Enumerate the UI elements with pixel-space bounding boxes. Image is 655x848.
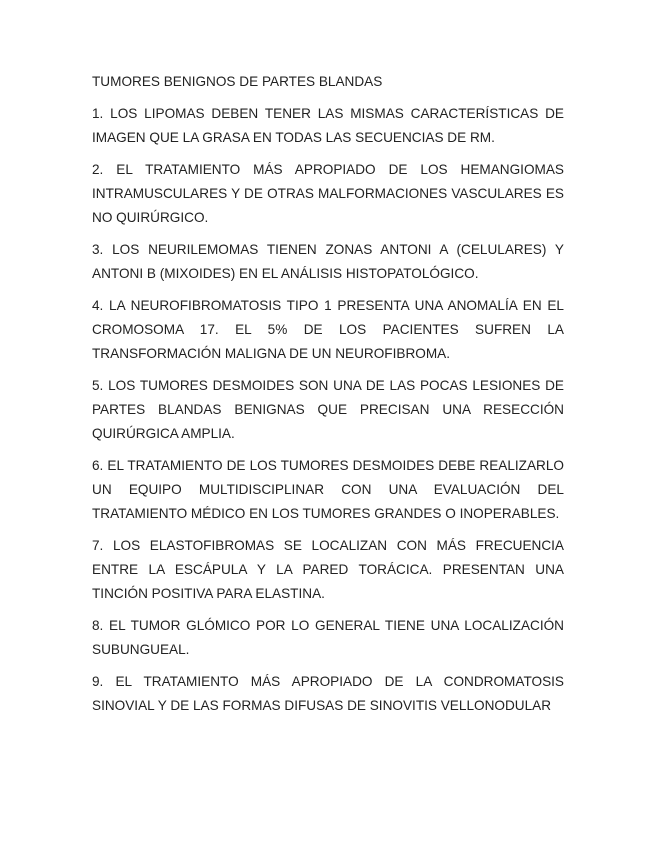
paragraph-6: 6. EL TRATAMIENTO DE LOS TUMORES DESMOIDES DEBE REALIZARLO UN EQUIPO MULTIDISCIPLINAR CON UNA EVALUACIÓN DEL TRATAMIENTO MÉDICO EN LOS TUMORES GRANDES O INOPERABLES.: [92, 458, 564, 521]
paragraph-1: 1. LOS LIPOMAS DEBEN TENER LAS MISMAS CARACTERÍSTICAS DE IMAGEN QUE LA GRASA EN TODAS LAS SECUENCIAS DE RM.: [92, 106, 564, 145]
paragraph-8: 8. EL TUMOR GLÓMICO POR LO GENERAL TIENE UNA LOCALIZACIÓN SUBUNGUEAL.: [92, 618, 564, 657]
paragraph-9: 9. EL TRATAMIENTO MÁS APROPIADO DE LA CONDROMATOSIS SINOVIAL Y DE LAS FORMAS DIFUSAS DE SINOVITIS VELLONODULAR: [92, 674, 564, 713]
paragraph-3: 3. LOS NEURILEMOMAS TIENEN ZONAS ANTONI A (CELULARES) Y ANTONI B (MIXOIDES) EN EL ANÁLISIS HISTOPATOLÓGICO.: [92, 242, 564, 281]
paragraph-5: 5. LOS TUMORES DESMOIDES SON UNA DE LAS POCAS LESIONES DE PARTES BLANDAS BENIGNAS QUE PRECISAN UNA RESECCIÓN QUIRÚRGICA AMPLIA.: [92, 378, 564, 441]
paragraph-4: 4. LA NEUROFIBROMATOSIS TIPO 1 PRESENTA UNA ANOMALÍA EN EL CROMOSOMA 17. EL 5% DE LOS PACIENTES SUFREN LA TRANSFORMACIÓN MALIGNA DE UN NEUROFIBROMA.: [92, 298, 564, 361]
paragraph-2: 2. EL TRATAMIENTO MÁS APROPIADO DE LOS HEMANGIOMAS INTRAMUSCULARES Y DE OTRAS MALFORMACIONES VASCULARES ES NO QUIRÚRGICO.: [92, 162, 564, 225]
document-title: TUMORES BENIGNOS DE PARTES BLANDAS: [92, 74, 383, 89]
paragraph-7: 7. LOS ELASTOFIBROMAS SE LOCALIZAN CON MÁS FRECUENCIA ENTRE LA ESCÁPULA Y LA PARED TORÁCICA. PRESENTAN UNA TINCIÓN POSITIVA PARA ELASTINA.: [92, 538, 564, 601]
document-page: [92, 70, 564, 726]
